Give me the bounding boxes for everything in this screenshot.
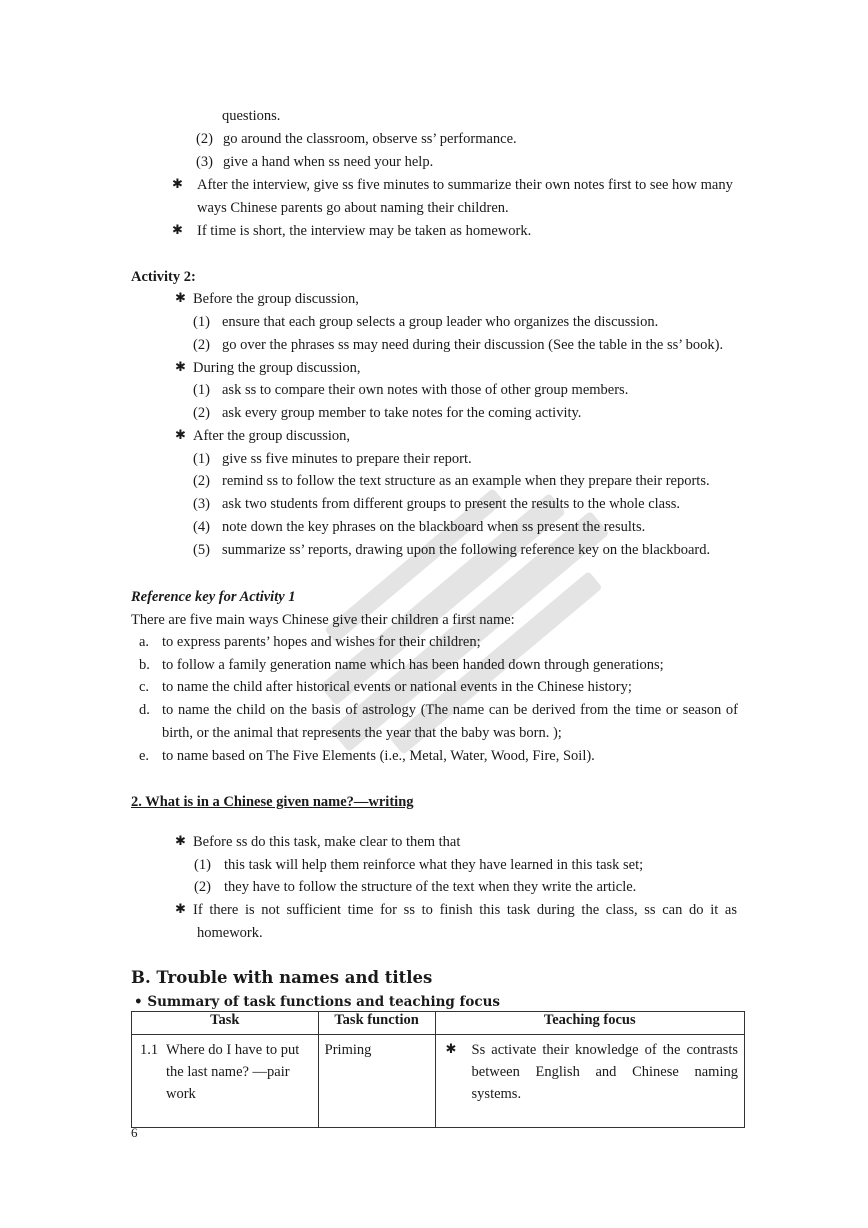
list-number: (2) bbox=[196, 131, 213, 147]
list-item: ask ss to compare their own notes with those of other group members. bbox=[222, 382, 629, 398]
list-item: give ss five minutes to prepare their report. bbox=[222, 451, 472, 467]
table-row bbox=[132, 1035, 745, 1128]
bullet-text: Before the group discussion, bbox=[193, 291, 359, 307]
teaching-focus-cell bbox=[435, 1035, 744, 1128]
list-item: summarize ss’ reports, drawing upon the following reference key on the blackboard. bbox=[222, 542, 711, 558]
list-item: to name the child on the basis of astrology (The name can be derived from the time or season of bbox=[162, 702, 738, 718]
list-letter: a. bbox=[139, 634, 150, 650]
list-item: to name the child after historical events or national events in the Chinese history; bbox=[162, 679, 632, 695]
bullet-text: After the interview, give ss five minutes to summarize their own notes first to see how many bbox=[197, 177, 733, 193]
task-cell bbox=[132, 1035, 319, 1128]
bullet-text: Before ss do this task, make clear to them that bbox=[193, 834, 461, 850]
list-number: (1) bbox=[193, 314, 210, 330]
list-number: (1) bbox=[194, 857, 211, 873]
list-letter: c. bbox=[139, 679, 150, 695]
teaching-focus-text: Ss activate their knowledge of the contrasts between English and Chinese naming systems. bbox=[471, 1042, 738, 1102]
star-bullet-icon: ✱ bbox=[445, 1042, 457, 1057]
star-bullet-icon: ✱ bbox=[175, 291, 186, 306]
list-number: (4) bbox=[193, 519, 210, 535]
list-letter: d. bbox=[139, 702, 150, 718]
list-number: (3) bbox=[193, 496, 210, 512]
list-item: go over the phrases ss may need during their discussion (See the table in the ss’ book). bbox=[222, 337, 724, 353]
list-item: this task will help them reinforce what they have learned in this task set; bbox=[224, 857, 644, 873]
task-function-cell: Priming bbox=[318, 1035, 435, 1128]
star-bullet-icon: ✱ bbox=[175, 428, 186, 443]
list-item: to express parents’ hopes and wishes for their children; bbox=[162, 634, 481, 650]
list-item: ensure that each group selects a group leader who organizes the discussion. bbox=[222, 314, 659, 330]
bullet-text: After the group discussion, bbox=[193, 428, 351, 444]
list-item: ask two students from different groups to present the results to the whole class. bbox=[222, 496, 681, 512]
star-bullet-icon: ✱ bbox=[175, 834, 186, 849]
list-item: go around the classroom, observe ss’ performance. bbox=[223, 131, 517, 147]
list-number: (2) bbox=[193, 473, 210, 489]
reference-key-intro: There are five main ways Chinese give their children a first name: bbox=[131, 612, 515, 628]
bullet-text: If time is short, the interview may be taken as homework. bbox=[197, 223, 532, 239]
list-item: note down the key phrases on the blackboard when ss present the results. bbox=[222, 519, 646, 535]
column-header-task: Task bbox=[132, 1012, 319, 1035]
list-number: (2) bbox=[193, 405, 210, 421]
star-bullet-icon: ✱ bbox=[172, 177, 183, 192]
star-bullet-icon: ✱ bbox=[175, 360, 186, 375]
task-name: Where do I have to put the last name? —pair work bbox=[166, 1042, 300, 1102]
list-item: to follow a family generation name which has been handed down through generations; bbox=[162, 657, 664, 673]
star-bullet-icon: ✱ bbox=[172, 223, 183, 238]
list-number: (1) bbox=[193, 382, 210, 398]
summary-subheading: • Summary of task functions and teaching focus bbox=[134, 994, 500, 1010]
bullet-text: During the group discussion, bbox=[193, 360, 361, 376]
reference-key-heading: Reference key for Activity 1 bbox=[131, 589, 296, 605]
star-bullet-icon: ✱ bbox=[175, 902, 186, 917]
task-summary-table bbox=[131, 1011, 745, 1128]
list-item: ask every group member to take notes for the coming activity. bbox=[222, 405, 582, 421]
list-item: give a hand when ss need your help. bbox=[223, 154, 434, 170]
column-header-focus: Teaching focus bbox=[435, 1012, 744, 1035]
page-number: 6 bbox=[131, 1125, 138, 1140]
table-header-row bbox=[132, 1012, 745, 1035]
question-continuation: questions. bbox=[222, 108, 281, 124]
list-item: they have to follow the structure of the text when they write the article. bbox=[224, 879, 637, 895]
list-item: remind ss to follow the text structure as an example when they prepare their reports. bbox=[222, 473, 710, 489]
list-number: (1) bbox=[193, 451, 210, 467]
activity-heading: Activity 2: bbox=[131, 269, 196, 285]
list-letter: e. bbox=[139, 748, 150, 764]
list-number: (2) bbox=[194, 879, 211, 895]
list-number: (2) bbox=[193, 337, 210, 353]
section-heading: B. Trouble with names and titles bbox=[131, 968, 433, 987]
list-letter: b. bbox=[139, 657, 150, 673]
bullet-text: ways Chinese parents go about naming their children. bbox=[197, 200, 509, 216]
list-item: to name based on The Five Elements (i.e., Metal, Water, Wood, Fire, Soil). bbox=[162, 748, 595, 764]
bullet-text-continued: homework. bbox=[197, 925, 263, 941]
list-number: (3) bbox=[196, 154, 213, 170]
writing-task-heading: 2. What is in a Chinese given name?—writing bbox=[131, 794, 414, 810]
list-number: (5) bbox=[193, 542, 210, 558]
list-item-continued: birth, or the animal that represents the year that the baby was born. ); bbox=[162, 725, 562, 741]
bullet-text: If there is not sufficient time for ss to finish this task during the class, ss can do it as bbox=[193, 902, 737, 918]
column-header-function: Task function bbox=[318, 1012, 435, 1035]
task-number: 1.1 bbox=[140, 1042, 159, 1058]
